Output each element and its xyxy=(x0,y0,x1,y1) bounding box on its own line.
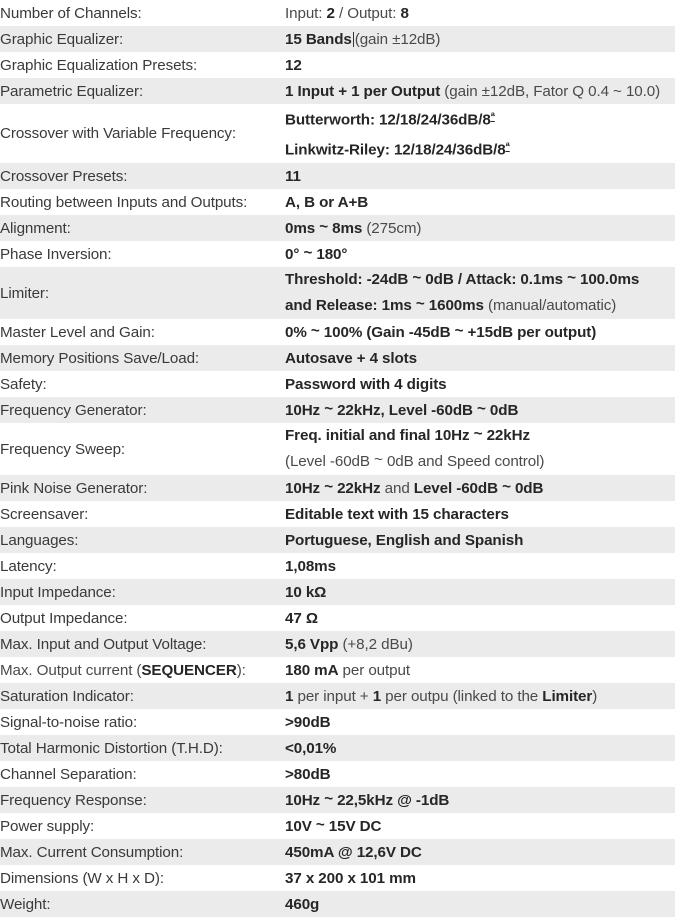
spec-row xyxy=(0,78,675,104)
text-run: ~ xyxy=(374,451,383,469)
text-run: per outpu (linked to the xyxy=(381,687,543,705)
spec-row xyxy=(0,839,675,865)
text-run: Butterworth: 12/18/24/36dB/8 xyxy=(285,111,491,129)
text-run: Autosave + 4 slots xyxy=(285,349,417,367)
spec-label: Output Impedance: xyxy=(0,609,128,627)
spec-value xyxy=(285,26,675,52)
spec-value xyxy=(285,104,675,163)
spec-row xyxy=(0,631,675,657)
text-run: Level -60dB xyxy=(413,479,503,497)
spec-row xyxy=(0,26,675,52)
spec-value xyxy=(285,78,675,104)
text-run: (manual/automatic) xyxy=(483,297,617,315)
spec-label: Routing between Inputs and Outputs: xyxy=(0,193,248,211)
text-run: 47 Ω xyxy=(285,609,318,627)
spec-label: Languages: xyxy=(0,531,79,549)
text-run: Portuguese, English and Spanish xyxy=(285,531,524,549)
text-run: (Level -60dB xyxy=(285,453,375,471)
text-run: 0ms xyxy=(285,219,320,237)
text-run: 0° xyxy=(285,245,304,263)
text-run: ~ xyxy=(454,321,464,339)
text-run: ~ xyxy=(319,217,328,235)
spec-label: Weight: xyxy=(0,895,51,913)
spec-label: Frequency Generator: xyxy=(0,401,147,419)
text-run: and Release: 1ms xyxy=(285,297,416,315)
text-run: per output xyxy=(338,661,410,679)
text-run: >80dB xyxy=(285,765,331,783)
spec-row xyxy=(0,475,675,501)
spec-value xyxy=(285,345,675,371)
text-run: and xyxy=(380,479,414,497)
spec-row xyxy=(0,267,675,319)
text-run: ~ xyxy=(477,399,486,417)
spec-value xyxy=(285,241,675,267)
spec-value xyxy=(285,787,675,813)
text-run: Linkwitz-Riley: 12/18/24/36dB/8 xyxy=(285,141,506,159)
spec-label: Parametric Equalizer: xyxy=(0,82,144,100)
spec-row xyxy=(0,163,675,189)
text-run: 1,08ms xyxy=(285,557,336,575)
text-run: 22kHz xyxy=(482,427,530,445)
text-run: >90dB xyxy=(285,713,331,731)
text-run: (gain ±12dB) xyxy=(354,30,441,48)
spec-value xyxy=(285,553,675,579)
spec-value xyxy=(285,215,675,241)
spec-value xyxy=(285,865,675,891)
text-run: ) xyxy=(592,687,598,705)
spec-row xyxy=(0,605,675,631)
text-run: 22,5kHz @ -1dB xyxy=(332,791,450,809)
spec-value xyxy=(285,267,675,319)
spec-value xyxy=(285,371,675,397)
spec-value-line xyxy=(285,104,675,134)
text-run: ~ xyxy=(324,477,333,495)
text-run: Editable text with 15 characters xyxy=(285,505,509,523)
text-run: Threshold: -24dB xyxy=(285,271,413,289)
text-run: 180° xyxy=(312,245,348,263)
text-run: (275cm) xyxy=(362,219,422,237)
spec-label: Crossover Presets: xyxy=(0,167,128,185)
text-cursor xyxy=(353,32,354,47)
text-run: 0% xyxy=(285,323,311,341)
text-run: Freq. initial and final 10Hz xyxy=(285,427,474,445)
spec-label: Channel Separation: xyxy=(0,765,137,783)
spec-row xyxy=(0,0,675,26)
text-run: ~ xyxy=(412,269,422,287)
text-run: ~ xyxy=(502,477,511,495)
spec-label: Max. Current Consumption: xyxy=(0,843,184,861)
spec-value-line xyxy=(285,267,675,293)
spec-row xyxy=(0,215,675,241)
spec-label: Safety: xyxy=(0,375,47,393)
spec-value xyxy=(285,657,675,683)
spec-label: Phase Inversion: xyxy=(0,245,112,263)
spec-value xyxy=(285,605,675,631)
spec-value xyxy=(285,319,675,345)
text-run: 10Hz xyxy=(285,479,325,497)
text-run: 11 xyxy=(285,167,301,185)
spec-value-line xyxy=(285,423,675,449)
text-run: 5,6 Vpp xyxy=(285,635,339,653)
spec-row xyxy=(0,865,675,891)
spec-value xyxy=(285,839,675,865)
spec-label xyxy=(0,657,285,683)
spec-row xyxy=(0,657,675,683)
spec-row xyxy=(0,52,675,78)
spec-label: Graphic Equalization Presets: xyxy=(0,56,198,74)
spec-value xyxy=(285,891,675,917)
spec-label: Frequency Sweep: xyxy=(0,440,126,458)
spec-value xyxy=(285,423,675,475)
text-run: 10 kΩ xyxy=(285,583,327,601)
text-run: +15dB per output) xyxy=(463,323,597,341)
spec-label: Dimensions (W x H x D): xyxy=(0,869,164,887)
text-run: A, B or A+B xyxy=(285,193,369,211)
text-run: Limiter xyxy=(542,687,593,705)
text-run: 0dB xyxy=(485,401,519,419)
spec-label: Crossover with Variable Frequency: xyxy=(0,125,237,143)
text-run: <0,01% xyxy=(285,739,337,757)
text-run: 8ms xyxy=(328,219,363,237)
text-run: (+8,2 dBu) xyxy=(338,635,413,653)
spec-label: Master Level and Gain: xyxy=(0,323,155,341)
text-run: 0dB xyxy=(510,479,544,497)
text-run: 1 xyxy=(285,687,294,705)
text-run: Max. Output current ( xyxy=(0,661,142,679)
text-run: 1600ms xyxy=(424,297,484,315)
text-run: SEQUENCER xyxy=(141,661,237,679)
spec-row xyxy=(0,319,675,345)
spec-value-line xyxy=(285,134,675,164)
spec-row xyxy=(0,241,675,267)
spec-row xyxy=(0,371,675,397)
spec-label: Saturation Indicator: xyxy=(0,687,134,705)
spec-row xyxy=(0,709,675,735)
spec-row xyxy=(0,735,675,761)
spec-label: Max. Input and Output Voltage: xyxy=(0,635,207,653)
text-run: ~ xyxy=(310,321,320,339)
text-run: per input + xyxy=(293,687,373,705)
spec-row xyxy=(0,397,675,423)
text-run: 1 Input + 1 per Output xyxy=(285,82,441,100)
spec-value xyxy=(285,709,675,735)
text-run: 0dB and Speed control) xyxy=(382,453,545,471)
text-run: 12 xyxy=(285,56,302,74)
spec-value xyxy=(285,735,675,761)
text-run: 100% (Gain -45dB xyxy=(319,323,455,341)
text-run: ª xyxy=(490,111,495,123)
spec-value xyxy=(285,527,675,553)
spec-row xyxy=(0,683,675,709)
spec-value xyxy=(285,0,675,26)
spec-label: Latency: xyxy=(0,557,57,575)
spec-value xyxy=(285,501,675,527)
spec-value xyxy=(285,631,675,657)
text-run: ~ xyxy=(315,815,325,833)
text-run: 2 xyxy=(326,4,335,22)
spec-value xyxy=(285,579,675,605)
spec-label: Number of Channels: xyxy=(0,4,142,22)
text-run: 10Hz xyxy=(285,401,325,419)
text-run: ~ xyxy=(303,243,313,261)
text-run: 22kHz xyxy=(332,479,381,497)
spec-label: Power supply: xyxy=(0,817,95,835)
text-run: ~ xyxy=(415,295,425,313)
text-run: 8 xyxy=(400,4,409,22)
spec-label: Limiter: xyxy=(0,284,49,302)
text-run: 15V DC xyxy=(324,817,382,835)
spec-row xyxy=(0,787,675,813)
spec-value xyxy=(285,163,675,189)
spec-value xyxy=(285,52,675,78)
spec-label: Signal-to-noise ratio: xyxy=(0,713,138,731)
spec-label: Total Harmonic Distortion (T.H.D): xyxy=(0,739,223,757)
spec-value xyxy=(285,189,675,215)
spec-label: Graphic Equalizer: xyxy=(0,30,124,48)
text-run: 1 xyxy=(372,687,382,705)
spec-value-line xyxy=(285,449,675,475)
spec-row xyxy=(0,104,675,163)
text-run: Password with 4 digits xyxy=(285,375,447,393)
text-run: 37 x 200 x 101 mm xyxy=(285,869,416,887)
spec-value-line xyxy=(285,293,675,319)
text-run: ): xyxy=(236,661,246,679)
spec-label: Pink Noise Generator: xyxy=(0,479,148,497)
spec-value xyxy=(285,683,675,709)
spec-row xyxy=(0,579,675,605)
spec-row xyxy=(0,423,675,475)
spec-row xyxy=(0,345,675,371)
text-run: Output: xyxy=(347,4,401,22)
spec-row xyxy=(0,189,675,215)
text-run: ª xyxy=(505,140,510,153)
spec-value xyxy=(285,761,675,787)
text-run: 22kHz, Level -60dB xyxy=(332,401,478,419)
text-run: 10V xyxy=(285,817,316,835)
spec-value xyxy=(285,813,675,839)
spec-row xyxy=(0,891,675,917)
text-run: 10Hz xyxy=(285,791,325,809)
text-run: ~ xyxy=(324,789,333,807)
spec-value xyxy=(285,475,675,501)
text-run: Input: xyxy=(285,4,327,22)
text-run: ~ xyxy=(324,399,333,417)
spec-label: Memory Positions Save/Load: xyxy=(0,349,200,367)
spec-label: Alignment: xyxy=(0,219,71,237)
spec-row xyxy=(0,527,675,553)
text-run: 180 mA xyxy=(285,661,339,679)
text-run: (gain ±12dB, Fator Q 0.4 ~ 10.0) xyxy=(440,82,661,100)
spec-value xyxy=(285,397,675,423)
text-run: 450mA @ 12,6V DC xyxy=(285,843,422,861)
spec-row xyxy=(0,761,675,787)
spec-row xyxy=(0,501,675,527)
text-run: 100.0ms xyxy=(575,271,640,289)
spec-label: Input Impedance: xyxy=(0,583,116,601)
spec-label: Frequency Response: xyxy=(0,791,147,809)
text-run: / xyxy=(334,4,348,22)
spec-row xyxy=(0,553,675,579)
text-run: ~ xyxy=(473,425,483,443)
text-run: 15 Bands xyxy=(285,30,352,48)
text-run: 460g xyxy=(285,895,320,913)
text-run: 0dB / Attack: 0.1ms xyxy=(421,271,568,289)
text-run: ~ xyxy=(567,269,576,287)
spec-label: Screensaver: xyxy=(0,505,89,523)
spec-row xyxy=(0,813,675,839)
